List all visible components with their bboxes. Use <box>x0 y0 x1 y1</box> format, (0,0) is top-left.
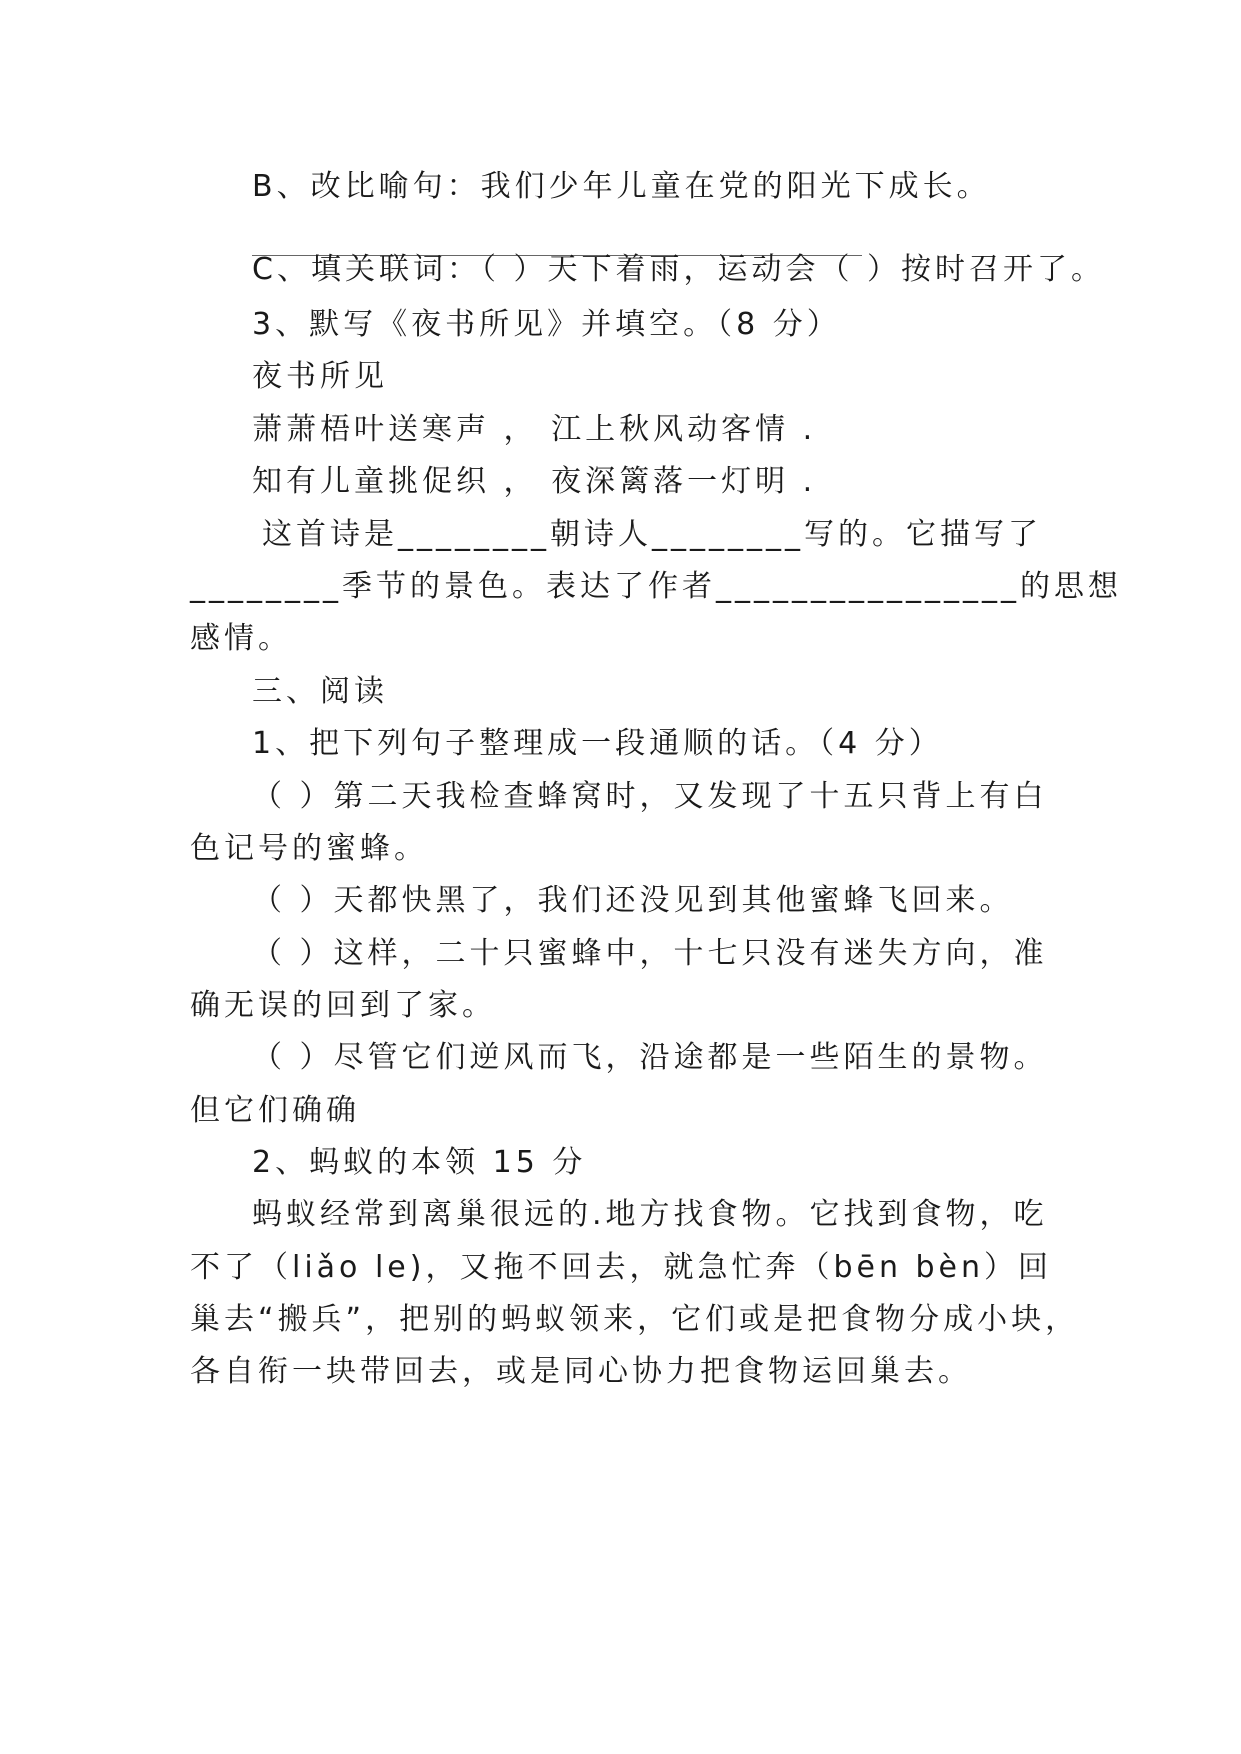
question-b-metaphor: B、改比喻句：我们少年儿童在党的阳光下成长。 <box>252 169 991 204</box>
sentence-3-line-1: （ ）这样，二十只蜜蜂中，十七只没有迷失方向，准 <box>252 936 1048 971</box>
passage-line-3: 巢去“搬兵”，把别的蚂蚁领来，它们或是把食物分成小块， <box>190 1302 1080 1337</box>
sentence-1-line-1: （ ）第二天我检查蜂窝时，又发现了十五只背上有白 <box>252 779 1048 814</box>
poem-fill-line-1: 这首诗是________朝诗人________写的。它描写了 <box>262 517 1042 552</box>
poem-fill-line-2: ________季节的景色。表达了作者________________的思想 <box>190 569 1122 604</box>
passage-line-2: 不了（liǎo le)，又拖不回去，就急忙奔（bēn bèn）回 <box>190 1250 1053 1285</box>
reading-question-1: 1、把下列句子整理成一段通顺的话。（4 分） <box>252 726 943 761</box>
question-c-conjunction: C、填关联词：（ ）天下着雨，运动会（ ）按时召开了。 <box>252 252 1106 287</box>
section-3-heading: 三、阅读 <box>252 674 388 709</box>
sentence-4-line-1: （ ）尽管它们逆风而飞，沿途都是一些陌生的景物。 <box>252 1040 1048 1075</box>
poem-title: 夜书所见 <box>252 359 388 394</box>
poem-fill-line-3: 感情。 <box>190 621 292 656</box>
question-3-title: 3、默写《夜书所见》并填空。（8 分） <box>252 307 841 342</box>
reading-question-2: 2、蚂蚁的本领 15 分 <box>252 1145 587 1180</box>
passage-line-1: 蚂蚁经常到离巢很远的.地方找食物。它找到食物，吃 <box>252 1197 1048 1232</box>
poem-line-2: 知有儿童挑促织 ， 夜深篱落一灯明 . <box>252 464 817 499</box>
sentence-4-line-2: 但它们确确 <box>190 1093 360 1128</box>
sentence-3-line-2: 确无误的回到了家。 <box>190 988 496 1023</box>
passage-line-4: 各自衔一块带回去，或是同心协力把食物运回巢去。 <box>190 1354 972 1389</box>
sentence-1-line-2: 色记号的蜜蜂。 <box>190 831 428 866</box>
sentence-2: （ ）天都快黑了，我们还没见到其他蜜蜂飞回来。 <box>252 883 1014 918</box>
poem-line-1: 萧萧梧叶送寒声 ， 江上秋风动客情 . <box>252 412 817 447</box>
